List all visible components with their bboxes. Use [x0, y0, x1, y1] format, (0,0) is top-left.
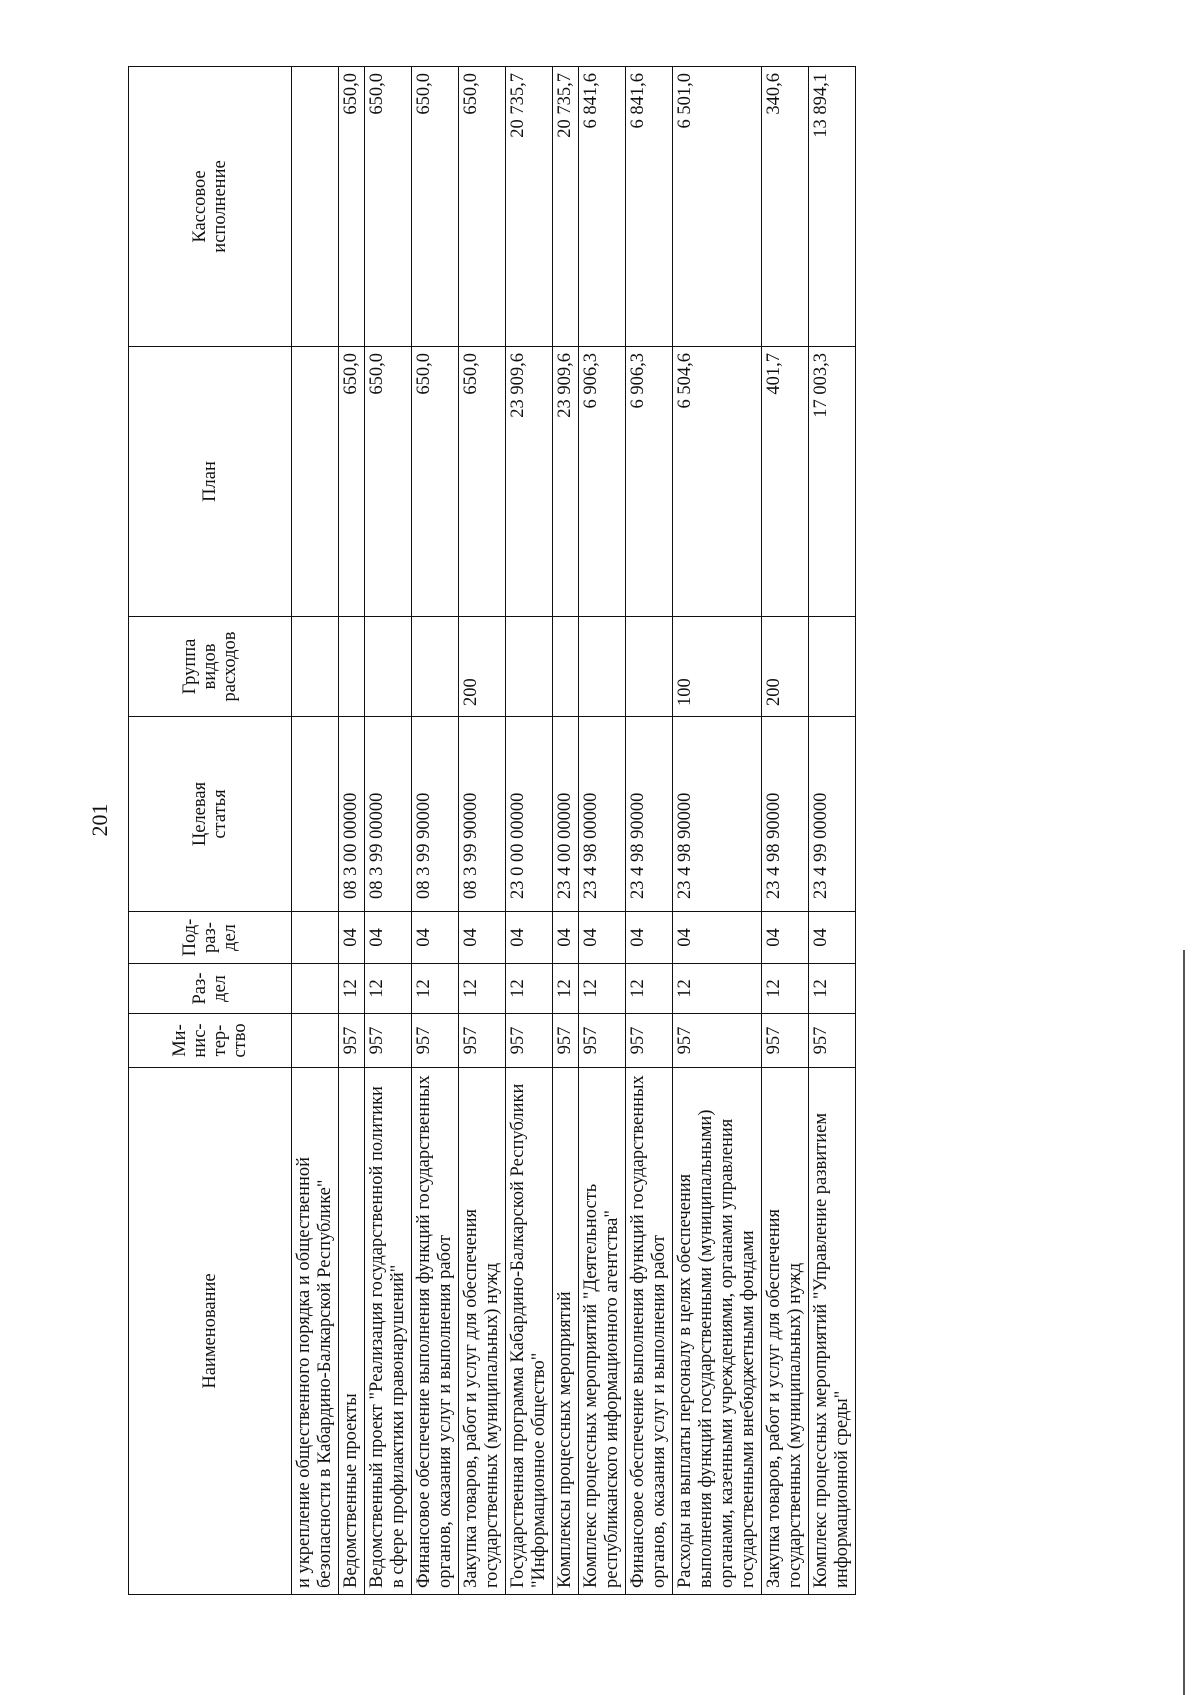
- cell-target-article: [292, 717, 339, 912]
- cell-section: 12: [762, 964, 809, 1014]
- cell-target-article: 23 0 00 00000: [506, 717, 553, 912]
- cell-subsection: 04: [339, 912, 365, 964]
- cell-plan: 23 909,6: [553, 347, 579, 617]
- table-row: [459, 67, 506, 1595]
- cell-name: Финансовое обеспечение выполнения функций государственных органов, оказания услуг и выполнения работ: [412, 1068, 459, 1595]
- cell-expense-group: [365, 617, 412, 717]
- cell-ministry: 957: [553, 1014, 579, 1068]
- cell-section: 12: [673, 964, 762, 1014]
- cell-ministry: 957: [579, 1014, 626, 1068]
- cell-ministry: 957: [626, 1014, 673, 1068]
- cell-cash-execution: 650,0: [365, 67, 412, 347]
- cell-target-article: 23 4 99 00000: [809, 717, 856, 912]
- cell-expense-group: [506, 617, 553, 717]
- cell-target-article: 23 4 98 90000: [673, 717, 762, 912]
- cell-cash-execution: 13 894,1: [809, 67, 856, 347]
- cell-subsection: 04: [365, 912, 412, 964]
- cell-plan: [292, 347, 339, 617]
- cell-target-article: 23 4 98 90000: [626, 717, 673, 912]
- cell-subsection: 04: [809, 912, 856, 964]
- header-section: Раз- дел: [129, 964, 292, 1014]
- cell-subsection: 04: [673, 912, 762, 964]
- cell-name: Закупка товаров, работ и услуг для обеспечения государственных (муниципальных) нужд: [459, 1068, 506, 1595]
- table-row: [673, 67, 762, 1595]
- cell-subsection: 04: [553, 912, 579, 964]
- cell-plan: 6 504,6: [673, 347, 762, 617]
- cell-section: 12: [506, 964, 553, 1014]
- cell-cash-execution: 650,0: [412, 67, 459, 347]
- table-row: [506, 67, 553, 1595]
- cell-section: 12: [459, 964, 506, 1014]
- cell-ministry: 957: [673, 1014, 762, 1068]
- cell-name: Ведомственный проект "Реализация государственной политики в сфере профилактики правонарушений": [365, 1068, 412, 1595]
- cell-section: 12: [339, 964, 365, 1014]
- cell-target-article: 08 3 99 00000: [365, 717, 412, 912]
- cell-name: Комплексы процессных мероприятий: [553, 1068, 579, 1595]
- cell-expense-group: 100: [673, 617, 762, 717]
- cell-expense-group: [339, 617, 365, 717]
- cell-name: Закупка товаров, работ и услуг для обеспечения государственных (муниципальных) нужд: [762, 1068, 809, 1595]
- cell-name: Ведомственные проекты: [339, 1068, 365, 1595]
- cell-name: Комплекс процессных мероприятий "Деятельность республиканского информационного агентства": [579, 1068, 626, 1595]
- table-row: [292, 67, 339, 1595]
- cell-plan: 23 909,6: [506, 347, 553, 617]
- cell-subsection: 04: [412, 912, 459, 964]
- cell-ministry: 957: [339, 1014, 365, 1068]
- cell-plan: 650,0: [365, 347, 412, 617]
- cell-expense-group: [292, 617, 339, 717]
- cell-subsection: 04: [459, 912, 506, 964]
- cell-expense-group: [412, 617, 459, 717]
- cell-section: 12: [809, 964, 856, 1014]
- header-name: Наименование: [129, 1068, 292, 1595]
- budget-table: [128, 66, 856, 1595]
- cell-cash-execution: 20 735,7: [553, 67, 579, 347]
- cell-plan: 650,0: [339, 347, 365, 617]
- cell-cash-execution: 650,0: [459, 67, 506, 347]
- cell-expense-group: [809, 617, 856, 717]
- cell-section: 12: [553, 964, 579, 1014]
- cell-expense-group: 200: [762, 617, 809, 717]
- cell-ministry: [292, 1014, 339, 1068]
- table-header-row: [129, 67, 292, 1595]
- cell-cash-execution: [292, 67, 339, 347]
- cell-ministry: 957: [459, 1014, 506, 1068]
- cell-section: 12: [412, 964, 459, 1014]
- cell-ministry: 957: [365, 1014, 412, 1068]
- cell-ministry: 957: [762, 1014, 809, 1068]
- cell-ministry: 957: [506, 1014, 553, 1068]
- cell-plan: 650,0: [412, 347, 459, 617]
- table-row: [339, 67, 365, 1595]
- cell-name: Финансовое обеспечение выполнения функций государственных органов, оказания услуг и выполнения работ: [626, 1068, 673, 1595]
- table-row: [809, 67, 856, 1595]
- header-cash-execution: Кассовое исполнение: [129, 67, 292, 347]
- cell-target-article: 23 4 00 00000: [553, 717, 579, 912]
- header-expense-group: Группа видов расходов: [129, 617, 292, 717]
- table-row: [553, 67, 579, 1595]
- cell-cash-execution: 20 735,7: [506, 67, 553, 347]
- cell-plan: 17 003,3: [809, 347, 856, 617]
- header-subsection: Под- раз- дел: [129, 912, 292, 964]
- cell-expense-group: 200: [459, 617, 506, 717]
- table-row: [412, 67, 459, 1595]
- cell-section: [292, 964, 339, 1014]
- scan-edge-line: [1183, 950, 1185, 1695]
- cell-ministry: 957: [412, 1014, 459, 1068]
- table-row: [579, 67, 626, 1595]
- cell-subsection: [292, 912, 339, 964]
- cell-name: Комплекс процессных мероприятий "Управление развитием информационной среды": [809, 1068, 856, 1595]
- cell-name: и укрепление общественного порядка и общественной безопасности в Кабардино-Балкарской Республике": [292, 1068, 339, 1595]
- cell-name: Государственная программа Кабардино-Балкарской Республики "Информационное общество": [506, 1068, 553, 1595]
- table-row: [365, 67, 412, 1595]
- cell-name: Расходы на выплаты персоналу в целях обеспечения выполнения функций государственными (муниципальными) органами, казенными учреждениями, органами управления государственными внебюджетными фондами: [673, 1068, 762, 1595]
- cell-subsection: 04: [762, 912, 809, 964]
- header-target-article: Целевая статья: [129, 717, 292, 912]
- cell-subsection: 04: [579, 912, 626, 964]
- cell-plan: 401,7: [762, 347, 809, 617]
- cell-plan: 6 906,3: [626, 347, 673, 617]
- cell-section: 12: [626, 964, 673, 1014]
- cell-cash-execution: 6 501,0: [673, 67, 762, 347]
- rotated-table-container: [128, 67, 1058, 1595]
- cell-target-article: 23 4 98 90000: [762, 717, 809, 912]
- cell-section: 12: [365, 964, 412, 1014]
- cell-subsection: 04: [506, 912, 553, 964]
- cell-cash-execution: 6 841,6: [626, 67, 673, 347]
- cell-expense-group: [626, 617, 673, 717]
- header-ministry: Ми- нис- тер- ство: [129, 1014, 292, 1068]
- cell-expense-group: [553, 617, 579, 717]
- header-plan: План: [129, 347, 292, 617]
- cell-section: 12: [579, 964, 626, 1014]
- cell-target-article: 23 4 98 00000: [579, 717, 626, 912]
- cell-cash-execution: 650,0: [339, 67, 365, 347]
- page-number: 201: [87, 803, 112, 837]
- cell-cash-execution: 340,6: [762, 67, 809, 347]
- cell-target-article: 08 3 99 90000: [412, 717, 459, 912]
- cell-target-article: 08 3 99 90000: [459, 717, 506, 912]
- table-row: [762, 67, 809, 1595]
- cell-subsection: 04: [626, 912, 673, 964]
- table-body: [292, 67, 856, 1595]
- cell-target-article: 08 3 00 00000: [339, 717, 365, 912]
- cell-plan: 650,0: [459, 347, 506, 617]
- cell-cash-execution: 6 841,6: [579, 67, 626, 347]
- cell-plan: 6 906,3: [579, 347, 626, 617]
- cell-ministry: 957: [809, 1014, 856, 1068]
- table-row: [626, 67, 673, 1595]
- cell-expense-group: [579, 617, 626, 717]
